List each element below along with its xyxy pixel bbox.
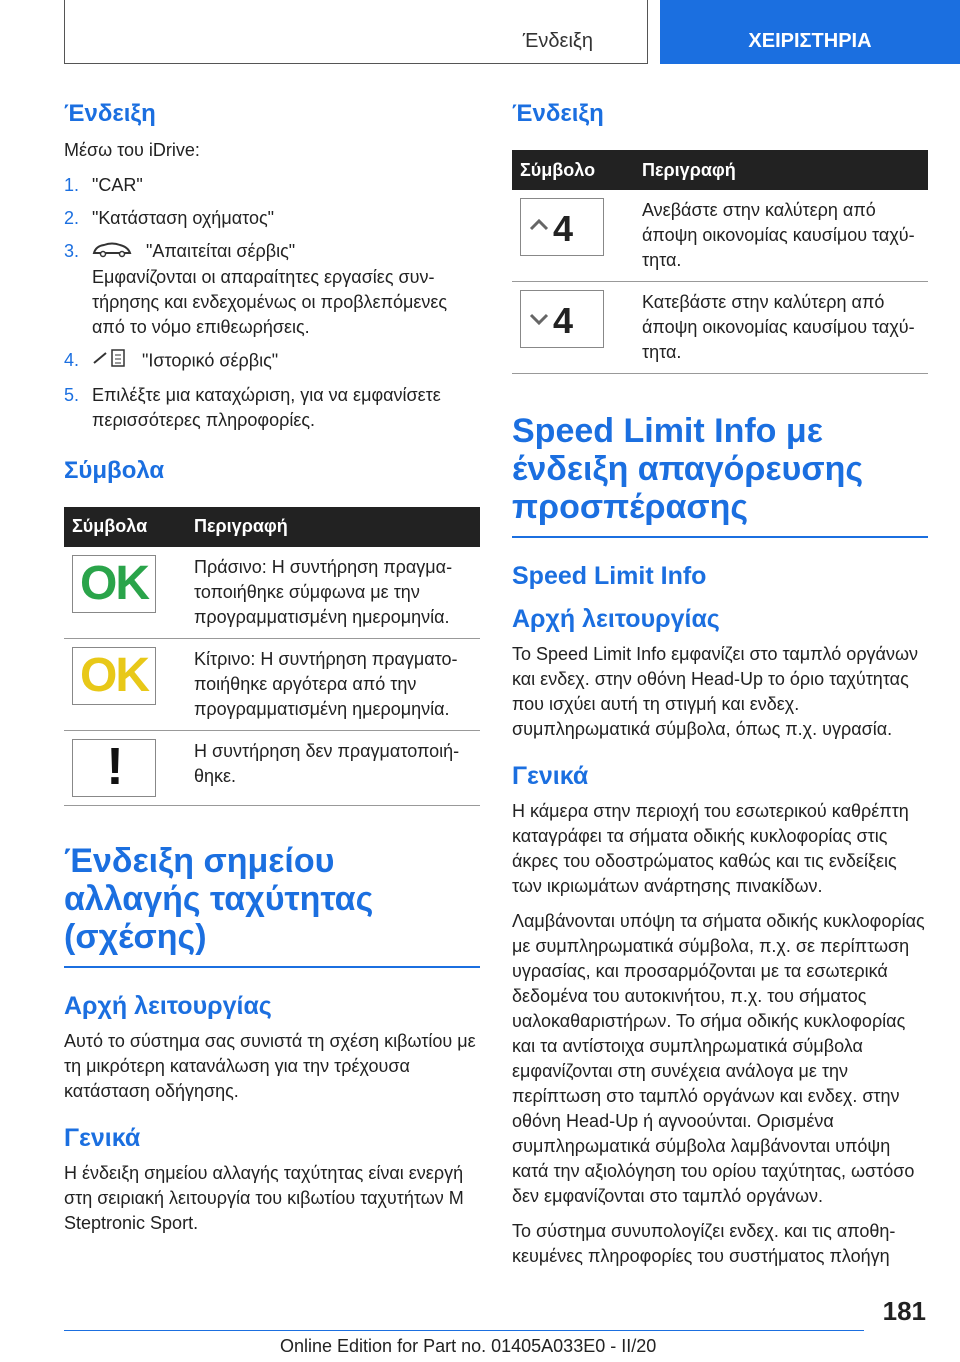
footer-rule [64,1330,864,1331]
svg-text:4: 4 [553,300,574,339]
general-text-3: Το σύστημα συνυπολογίζει ενδεχ. και τις αποθηκευμένες πληροφορίες του συστήματος πλοήγη [512,1221,896,1266]
service-history-icon [92,348,128,375]
step-3: 3. "Απαιτείται σέρβις" Εμφανίζονται οι απαραίτητες εργασίες συντήρησης και ενδεχομένως οι προβλεπόμενες από το νόμο επιθεωρήσεις. [64,241,448,337]
heading-principle: Αρχή λειτουργίας [64,991,272,1020]
shift-down-icon [520,290,604,348]
table-row: 4 Κατεβάστε στην καλύτερη από άποψη οικονομίας καυσίμου ταχύτητα. [512,282,928,374]
step-5: 5. Επιλέξτε μια καταχώριση, για να εμφανίσετε περισσότερες πληροφορίες. [64,384,441,430]
left-column [64,100,480,1246]
heading-principle-right: Αρχή λειτουργίας [512,605,720,633]
svg-text:4: 4 [553,208,574,247]
col-symbol: Σύμβολο [512,150,634,190]
heading-display: Ένδειξη [64,100,156,127]
table-row: ! Η συντήρηση δεν πραγματοποιήθηκε. [64,730,480,805]
steps-list [64,173,480,433]
via-idrive: Μέσω του iDrive: [64,140,200,160]
header-section: Ένδειξη [522,30,593,52]
step-2: 2. "Κατάσταση οχήματος" [64,208,275,228]
gear-symbols-table [512,150,928,374]
general-text-1: Η κάμερα στην περιοχή του εσωτερικού καθρέπτη καταγράφει τα σήματα οδικής κυκλοφορίας στις άκρες του οδοστρώματος καθώς και τις ενδείξεις των ικριωμάτων ανάρτησης πινακίδων. [512,801,909,896]
car-icon [92,240,132,265]
step-4: 4. "Ιστορικό σέρβις" [64,348,480,375]
heading-symbols: Σύμβολα [64,456,165,484]
footer-edition: Online Edition for Part no. 01405A033E0 - II/20 [280,1336,657,1356]
col-description: Περιγραφή [634,150,928,190]
shift-up-icon [520,198,604,256]
step-1: 1. "CAR" [64,175,143,195]
col-description: Περιγραφή [186,507,480,547]
exclamation-icon: ! [106,738,122,797]
col-symbols: Σύμβολα [64,507,186,547]
right-column [512,100,928,1279]
heading-general: Γενικά [64,1123,141,1152]
heading-speed-limit-info-sub: Speed Limit Info [512,562,707,590]
heading-shift-point: Ένδειξη σημείου αλλαγής ταχύτητας (σχέσης) [64,841,374,956]
heading-general-right: Γενικά [512,762,589,790]
heading-speed-limit-info: Speed Limit Info με ένδειξη απαγόρευσης προσπέρασης [512,412,864,526]
table-row: 4 Ανεβάστε στην καλύτερη από άποψη οικονομίας καυσίμου ταχύτητα. [512,190,928,282]
general-text: Η ένδειξη σημείου αλλαγής ταχύτητας είναι ενεργή στη σειριακή λειτουργία του κιβωτίου ταχυτήτων M Steptronic Sport. [64,1162,464,1233]
general-text-2: Λαμβάνονται υπόψη τα σήματα οδικής κυκλοφορίας με συμπληρωματικά σύμβολα, π.χ. σε περίπτωση υγρασίας, και προσαρμόζονται με τα εσωτερικά δεδομένα του αυτοκινήτου, π.χ. του σήματος υαλοκαθαριστήρων. Το σήμα οδικής κυκλοφορίας και τα αντίστοιχα συμπληρωματικά σύμβολα εμφανίζονται στη συνέχεια ανάλογα με την περίπτωση στο ταμπλό οργάνων και ενδεχ. στην οθόνη Head-Up ή αγνοούνται. Ορισμένα συμπληρωματικά σύμβολα λαμβάνονται υπόψη κατά την αξιολόγηση του ορίου ταχύτητας, ωστόσο δεν εμφανίζονται στο ταμπλό οργάνων. [512,911,925,1206]
service-symbols-table [64,507,480,806]
principle-text: Αυτό το σύστημα σας συνιστά τη σχέση κιβωτίου με τη μικρότερη κατανάλωση για την τρέχουσα κατάσταση οδήγησης. [64,1030,476,1101]
ok-green-icon: OK [80,557,148,611]
step-3-detail: Εμφανίζονται οι απαραίτητες εργασίες συντήρησης και ενδεχομένως οι προβλεπόμενες από το νόμο επιθεωρήσεις. [92,266,448,337]
table-row: OK Κίτρινο: Η συντήρηση πραγματοποιήθηκε αργότερα από την προγραμματισμένη ημερομηνία. [64,638,480,730]
header-box [64,0,648,64]
ok-yellow-icon: OK [80,649,148,703]
table-row: OK Πράσινο: Η συντήρηση πραγματοποιήθηκε σύμφωνα με την προγραμματισμένη ημερομηνία. [64,547,480,639]
header-chapter: ΧΕΙΡΙΣΤΗΡΙΑ [660,0,960,64]
principle-text-right: Το Speed Limit Info εμφανίζει στο ταμπλό οργάνων και ενδεχ. στην οθόνη Head-Up το όριο ταχύτητας που ισχύει αυτή τη στιγμή και ενδεχ. συμπληρωματικά σύμβολα, όπως π.χ. υγρασία. [512,644,919,739]
heading-display-right: Ένδειξη [512,100,604,127]
page-number: 181 [882,1296,926,1326]
